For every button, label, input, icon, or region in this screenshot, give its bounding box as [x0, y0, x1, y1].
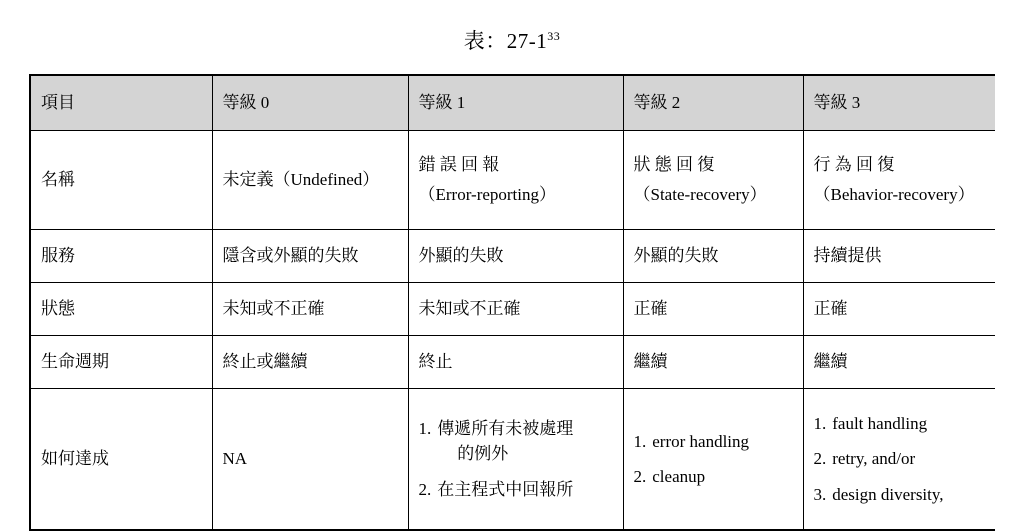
cell-how-level1 — [408, 389, 623, 531]
table-row — [30, 131, 995, 230]
cell-name-level2 — [623, 131, 803, 230]
cell-text-line1 — [419, 152, 613, 178]
cell-state-level2: 正確 — [623, 283, 803, 336]
list-item — [814, 482, 986, 508]
list — [814, 411, 986, 508]
list-item-number: 2. — [418, 479, 432, 499]
row-label-state: 狀態 — [30, 283, 212, 336]
list-item-number: 2. — [813, 449, 827, 469]
row-label-name: 名稱 — [30, 131, 212, 230]
table-header-row — [30, 75, 995, 131]
list-item-line1: 傳遞所有未被處理 — [437, 418, 574, 438]
column-header-level2: 等級 2 — [623, 75, 803, 131]
cell-text: 錯 誤 回 報 — [418, 154, 500, 174]
list-item — [634, 464, 793, 490]
cell-state-level3: 正確 — [803, 283, 995, 336]
cell-name-level1 — [408, 131, 623, 230]
cell-name-level3 — [803, 131, 995, 230]
row-label-how: 如何達成 — [30, 389, 212, 531]
caption-footnote-marker: 33 — [547, 29, 561, 43]
list-item-line2: 的例外 — [457, 444, 509, 464]
row-label-service: 服務 — [30, 230, 212, 283]
table-row — [30, 336, 995, 389]
cell-text-line2: （Behavior-recovery） — [813, 185, 975, 204]
list-item-text: error handling — [652, 431, 750, 451]
cell-text-line2: （Error-reporting） — [418, 185, 557, 204]
cell-service-level1: 外顯的失敗 — [408, 230, 623, 283]
list-item-number: 1. — [418, 418, 432, 438]
table-caption — [0, 0, 1024, 52]
list-item-text — [437, 416, 612, 467]
list-item-text: fault handling — [832, 413, 928, 433]
cell-lifecycle-level2: 繼續 — [623, 336, 803, 389]
list-item — [634, 429, 793, 455]
list-item-number: 3. — [813, 484, 827, 504]
list-item — [814, 446, 986, 472]
cell-state-level0: 未知或不正確 — [212, 283, 408, 336]
column-header-level3: 等級 3 — [803, 75, 995, 131]
cell-service-level3: 持續提供 — [803, 230, 995, 283]
cell-state-level1: 未知或不正確 — [408, 283, 623, 336]
cell-text: 未定義（Undefined） — [222, 169, 380, 189]
list-item-line1: 在主程式中回報所 — [437, 479, 574, 499]
list-item-number: 2. — [633, 467, 647, 486]
cell-name-level0 — [212, 131, 408, 230]
caption-text: 表：27-1 — [463, 29, 548, 53]
cell-text: 狀 態 回 復 — [633, 154, 715, 174]
list-item-number: 1. — [633, 431, 647, 451]
comparison-table — [29, 74, 995, 531]
list — [634, 429, 793, 490]
cell-service-level0: 隱含或外顯的失敗 — [212, 230, 408, 283]
cell-how-level3 — [803, 389, 995, 531]
list — [419, 416, 613, 503]
column-header-item: 項目 — [30, 75, 212, 131]
list-item-text: retry, and/or — [832, 449, 916, 469]
cell-text-line1 — [814, 152, 986, 178]
list-item — [419, 477, 613, 503]
table-row — [30, 389, 995, 531]
cell-lifecycle-level0: 終止或繼續 — [212, 336, 408, 389]
table-row — [30, 230, 995, 283]
list-item-text: cleanup — [652, 467, 706, 486]
cell-text: 行 為 回 復 — [813, 154, 895, 174]
cell-lifecycle-level3: 繼續 — [803, 336, 995, 389]
cell-lifecycle-level1: 終止 — [408, 336, 623, 389]
list-item-number: 1. — [813, 413, 827, 433]
cell-service-level2: 外顯的失敗 — [623, 230, 803, 283]
cell-how-level0: NA — [212, 389, 408, 531]
list-item-text: design diversity, — [832, 484, 944, 504]
list-item — [814, 411, 986, 437]
row-label-lifecycle: 生命週期 — [30, 336, 212, 389]
cell-how-level2 — [623, 389, 803, 531]
table-container — [29, 74, 995, 531]
column-header-level0: 等級 0 — [212, 75, 408, 131]
list-item-text — [437, 477, 612, 503]
cell-text-line2: （State-recovery） — [633, 185, 767, 204]
cell-text-line1 — [634, 152, 793, 178]
column-header-level1: 等級 1 — [408, 75, 623, 131]
table-row — [30, 283, 995, 336]
list-item — [419, 416, 613, 467]
